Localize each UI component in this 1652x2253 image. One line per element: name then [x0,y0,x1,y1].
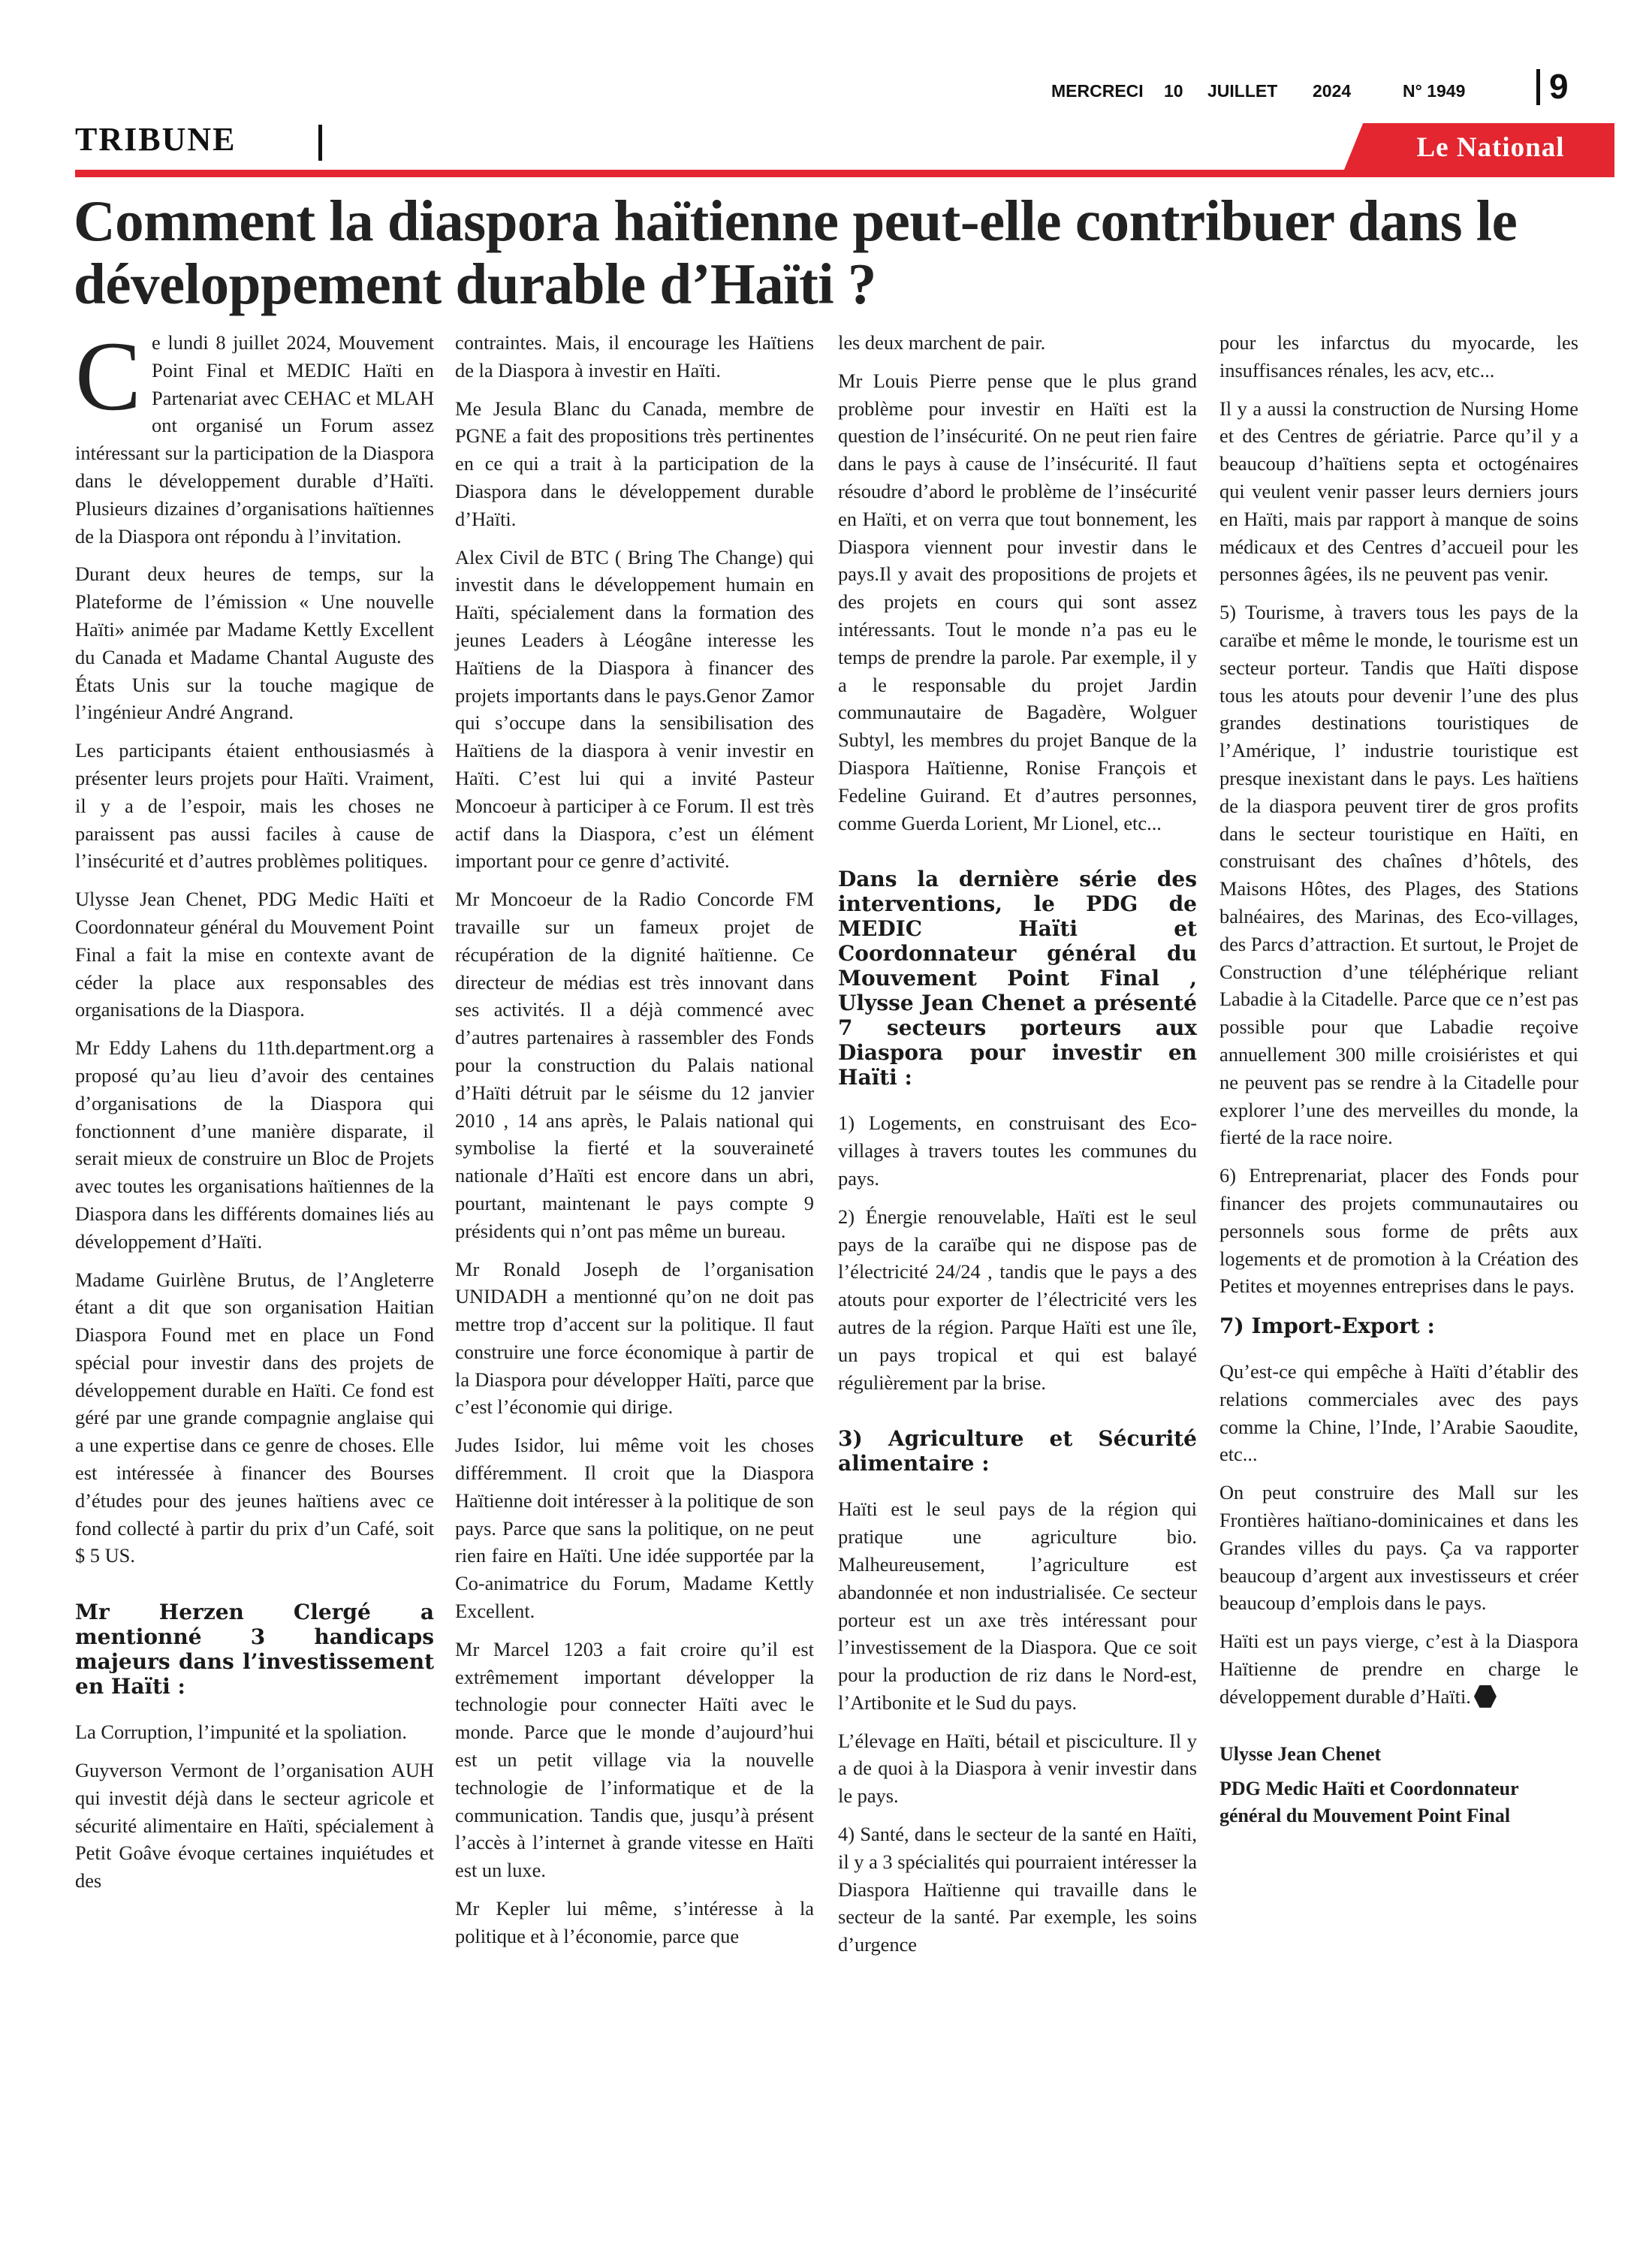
paragraph: pour les infarctus du myocarde, les insuffisances rénales, les acv, etc... [1219,331,1578,382]
paragraph-text: Haïti est un pays vierge, c’est à la Diaspora Haïtienne de prendre en charge le développement durable d’Haïti. [1219,1630,1578,1708]
header-rule [75,170,1614,177]
page-number-divider [1536,69,1540,105]
article-headline: Comment la diaspora haïtienne peut-elle contribuer dans le développement durable d’Haïti ? [74,189,1518,316]
paragraph: Mr Kepler lui même, s’intéresse à la politique et à l’économie, parce que [455,1897,814,1947]
issue-year: 2024 [1313,81,1352,101]
page-number [1536,69,1569,105]
paragraph: Me Jesula Blanc du Canada, membre de PGNE a fait des propositions très pertinentes en ce qui a trait à la participation de la Diaspora dans le développement durable d’Haïti. [455,397,814,530]
paragraph: Durant deux heures de temps, sur la Plateforme de l’émission « Une nouvelle Haïti» animée par Madame Kettly Excellent du Canada et Madame Chantal Auguste des États Unis sur la touche magique de l’ingénieur André Angrand. [75,562,434,724]
paragraph [75,321,434,550]
drop-cap: C [75,321,142,431]
paragraph: Mr Eddy Lahens du 11th.department.org a proposé qu’au lieu d’avoir des centaines d’organisations de la Diaspora qui fonctionnent d’une manière disparate, il serait mieux de construire un Bloc de Projets avec toutes les organisations haïtiennes de la Diaspora dans les différents domaines liés au développement d’Haïti. [75,1036,434,1253]
section-divider [318,125,322,161]
paragraph: Les participants étaient enthousiasmés à présenter leurs projets pour Haïti. Vraiment, il y a de l’espoir, mais les choses ne paraissent pas aussi faciles à cause de l’insécurité et d’autres problèmes politiques. [75,739,434,873]
paragraph: les deux marchent de pair. [838,331,1046,354]
paragraph: L’élevage en Haïti, bétail et pisciculture. Il y a de quoi à la Diaspora à venir investir dans le pays. [838,1729,1197,1808]
paragraph: Mr Marcel 1203 a fait croire qu’il est extrêmement important développer la technologie pour connecter Haïti avec le monde. Parce que le monde d’aujourd’hui est un petit village via la nouvelle technologie de l’informatique et de la communication. Tandis que, jusqu’à présent l’accès à l’internet à grande vitesse en Haïti est un luxe. [455,1637,814,1882]
paragraph: 5) Tourisme, à travers tous les pays de la caraïbe et même le monde, le tourisme est un secteur porteur. Tandis que Haïti dispose tous les atouts pour devenir l’une des plus grandes destinations touristiques de l’Amérique, l’ industrie touristique est presque inexistant dans le pays. Les haïtiens de la diaspora peuvent tirer de gros profits dans le secteur touristique en Haïti, en construisant des chaînes d’hôtels, des Maisons Hôtes, des Plages, des Stations balnéaires, des Marinas, des Eco-villages, des Parcs d’attraction. Et surtout, le Projet de Construction d’une téléphérique reliant Labadie à la Citadelle. Parce que ce n’est pas possible pour que Labadie reçoive annuellement 300 mille croisiéristes et qui ne peuvent pas se rendre à la Citadelle pour explorer l’une des merveilles du monde, la fierté de la race noire. [1219,601,1578,1149]
author-title: PDG Medic Haïti et Coordonnateur général du Mouvement Point Final [1219,1777,1519,1826]
paragraph-text: e lundi 8 juillet 2024, Mouvement Point Final et MEDIC Haïti en Partenariat avec CEHAC et MLAH ont organisé un Forum assez intéressant sur la participation de la Diaspora dans le développement durable d’Haïti. Plusieurs dizaines d’organisations haïtiennes de la Diaspora ont répondu à l’invitation. [75,331,434,547]
article-column-4 [1219,329,1578,1829]
issue-number: N° 1949 [1403,81,1466,101]
article-column-2 [455,329,814,1961]
newspaper-brand: Le National [1416,132,1565,163]
paragraph [1219,1627,1578,1710]
paragraph: Il y a aussi la construction de Nursing Home et des Centres de gériatrie. Parce qu’il y a beaucoup d’haïtiens septa et octogénaires qui veulent venir passer leurs derniers jours en Haïti, mais par rapport à manque de soins médicaux et des Centres d’accueil pour les personnes âgées, ils ne peuvent pas venir. [1219,397,1578,586]
issue-info [1051,81,1517,101]
paragraph: La Corruption, l’impunité et la spoliation. [75,1721,407,1744]
paragraph: 6) Entreprenariat, placer des Fonds pour financer des projets communautaires ou personnels sous forme de prêts aux logements et de promotion à la Création des Petites et moyennes entreprises dans le pays. [1219,1164,1578,1298]
issue-date-number: 10 [1164,81,1183,101]
paragraph: 2) Énergie renouvelable, Haïti est le seul pays de la caraïbe qui ne dispose pas de l’électricité 24/24 , tandis que le pays a des atouts pour exporter de l’électricité vers les autres de la région. Parque Haïti est une île, un pays tropical et qui est balayé régulièrement par la brise. [838,1205,1197,1394]
paragraph: Mr Louis Pierre pense que le plus grand problème pour investir en Haïti est la question de l’insécurité. On ne peut rien faire dans le pays à cause de l’insécurité. Il faut résoudre d’abord le problème de l’insécurité en Haïti, et on verra que tout bonnement, les Diaspora viennent pour investir dans le pays.Il y avait des propositions de projets et des projets en cours qui sont assez intéressants. Tout le monde n’a pas eu le temps de prendre la parole. Par exemple, il y a le responsable du projet Jardin communautaire de Bagadère, Wolguer Subtyl, les membres du projet Banque de la Diaspora Haïtienne, Ronise François et Fedeline Guirand. Et d’autres personnes, comme Guerda Lorient, Mr Lionel, etc... [838,369,1197,834]
paragraph: Judes Isidor, lui même voit les choses différemment. Il croit que la Diaspora Haïtienne doit intéresser à la politique de son pays. Parce que sans la politique, on ne peut rien faire en Haïti. Une idée supportée par la Co-animatrice du Forum, Madame Kettly Excellent. [455,1434,814,1623]
paragraph: contraintes. Mais, il encourage les Haïtiens de la Diaspora à investir en Haïti. [455,331,814,382]
paragraph: On peut construire des Mall sur les Frontières haïtiano-dominicaines et dans les Grandes villes du pays. Ça va rapporter beaucoup d’argent aux investisseurs et créer beaucoup d’emplois dans le pays. [1219,1481,1578,1615]
subheading: Mr Herzen Clergé a mentionné 3 handicaps majeurs dans l’investissement en Haïti : [75,1600,434,1700]
paragraph: Guyverson Vermont de l’organisation AUH qui investit déjà dans le secteur agricole et sécurité alimentaire en Haïti, spécialement à Petit Goâve évoque certaines inquiétudes et des [75,1759,434,1893]
paragraph: Qu’est-ce qui empêche à Haïti d’établir des relations commerciales avec des pays comme la Chine, l’Inde, l’Arabie Saoudite, etc... [1219,1360,1578,1466]
paragraph: 1) Logements, en construisant des Eco-villages à travers toutes les communes du pays. [838,1111,1197,1190]
paragraph: Alex Civil de BTC ( Bring The Change) qui investit dans le développement humain en Haïti, spécialement dans la formation des jeunes Leaders à Léogâne interesse les Haïtiens de la Diaspora à financer des projets importants dans le pays.Genor Zamor qui s’occupe dans la sensibilisation des Haïtiens de la diaspora à venir investir en Haïti. C’est lui qui a invité Pasteur Moncoeur à participer à ce Forum. Il est très actif dans la Diaspora, c’est un élément important pour ce genre d’activité. [455,545,814,873]
article-column-1 [75,321,434,1905]
paragraph: Madame Guirlène Brutus, de l’Angleterre étant a dit que son organisation Haitian Diaspora Found met en place un Fond spécial pour investir dans des projets de développement durable en Haïti. Ce fond est géré par une grande compagnie anglaise qui a une expertise dans ce genre de choses. Elle est intéressée à financer des Bourses d’études pour des jeunes haïtiens avec ce fond collecté à partir du prix d’un Café, soit $ 5 US. [75,1268,434,1567]
page-number-value: 9 [1549,67,1569,106]
paragraph: Haïti est le seul pays de la région qui pratique une agriculture bio. Malheureusement, l’agriculture est abandonnée et non industrialisée. Ce secteur porteur est un axe très intéressant pour l’investissement de la Diaspora. Que ce soit pour la production de riz dans le Nord-est, l’Artibonite et le Sud du pays. [838,1497,1197,1714]
paragraph: Mr Moncoeur de la Radio Concorde FM travaille sur un fameux projet de récupération de la dignité haïtienne. Ce directeur de médias est très innovant dans ses activités. Il a déjà commencé avec d’autres partenaires à rassembler des Fonds pour la construction du Palais national d’Haïti détruit par le séisme du 12 janvier 2010 , 14 ans après, le Palais national qui symbolise la fierté et la souveraineté nationale d’Haïti est encore dans un abri, pourtant, maintenant le pays compte 9 présidents qui n’ont pas même un bureau. [455,888,814,1242]
end-of-article-icon [1474,1685,1497,1708]
subheading: Dans la dernière série des interventions, le PDG de MEDIC Haïti et Coordonnateur général du Mouvement Point Final , Ulysse Jean Chenet a présenté 7 secteurs porteurs aux Diaspora pour investir en Haïti : [838,867,1197,1090]
paragraph: 4) Santé, dans le secteur de la santé en Haïti, il y a 3 spécialités qui pourraient intéresser la Diaspora Haïtienne qui travaille dans le secteur de la santé. Par exemple, les soins d’urgence [838,1823,1197,1956]
article-column-3 [838,329,1197,1969]
paragraph: Mr Ronald Joseph de l’organisation UNIDADH a mentionné qu’on ne doit pas mettre trop d’accent sur la politique. Il faut construire une force économique à partir de la Diaspora pour développer Haïti, parce que c’est l’économie qui dirige. [455,1257,814,1419]
paragraph: Ulysse Jean Chenet, PDG Medic Haïti et Coordonnateur général du Mouvement Point Final a fait la mise en contexte avant de céder la place aux responsables des organisations de la Diaspora. [75,888,434,1021]
author-name: Ulysse Jean Chenet [1219,1742,1382,1765]
subheading: 3) Agriculture et Sécurité alimentaire : [838,1426,1197,1476]
subheading: 7) Import-Export : [1219,1313,1435,1339]
issue-month: JUILLET [1207,81,1278,101]
section-label: TRIBUNE [75,121,237,158]
issue-day: MERCRECI [1051,81,1144,101]
